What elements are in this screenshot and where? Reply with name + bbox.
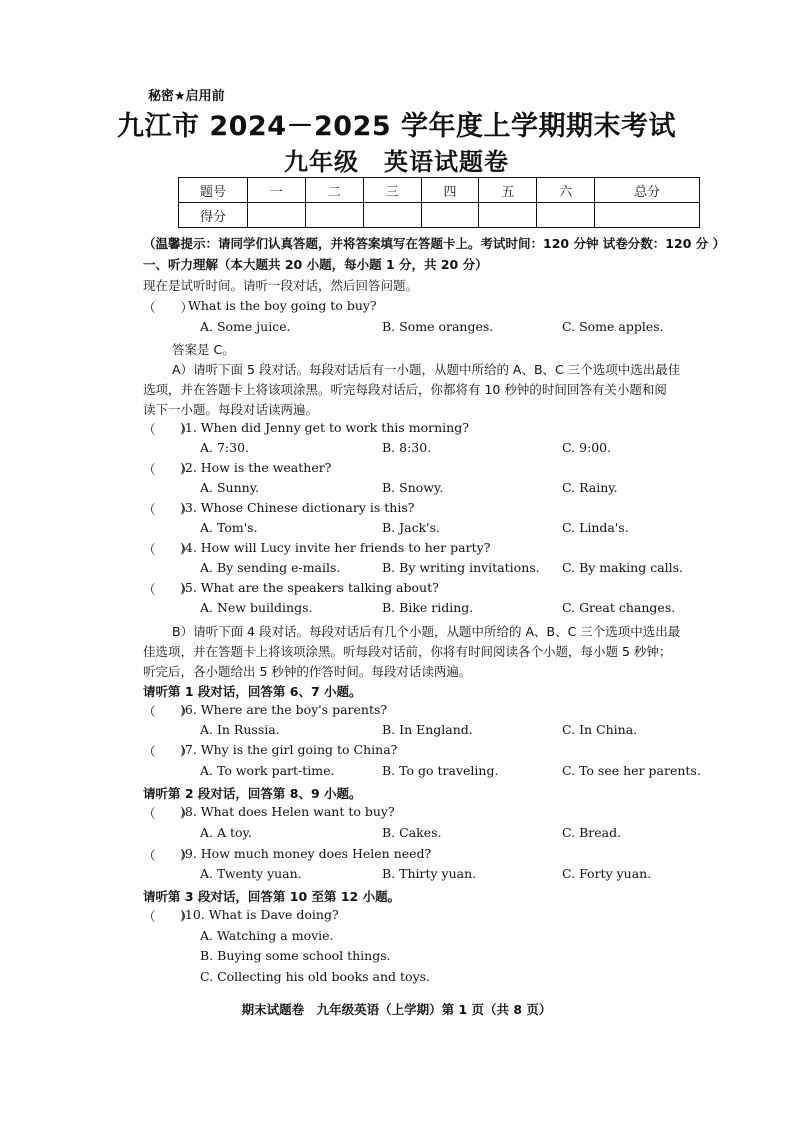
score-input-cell[interactable] (248, 203, 306, 228)
option-b: B. Jack's. (382, 520, 440, 535)
question-text: )10. What is Dave doing? (180, 907, 339, 922)
option-b: B. Bike riding. (382, 600, 474, 615)
score-input-cell[interactable] (595, 203, 700, 228)
option-b: B. In England. (382, 722, 473, 737)
part-b-instructions: 听完后，各小题给出 5 秒钟的作答时间。每段对话读两遍。 (143, 664, 472, 679)
option-a: A. In Russia. (200, 722, 280, 737)
option-a: A. To work part-time. (200, 763, 335, 778)
question-text: )3. Whose Chinese dictionary is this? (180, 500, 415, 515)
part-b-instructions: B）请听下面 4 段对话。每段对话后有几个小题，从题中所给的 A、B、C 三个选项中选出最 (172, 624, 681, 639)
score-cell: 总分 (595, 178, 700, 203)
answer-paren[interactable]: （ ） (143, 422, 194, 437)
part-b-instructions: 佳选项，并在答题卡上将该项涂黑。听每段对话前，你将有时间阅读各个小题，每小题 5 秒钟； (143, 644, 672, 659)
page-footer: 期末试题卷 九年级英语（上学期）第 1 页（共 8 页） (241, 1002, 552, 1017)
question-text: )8. What does Helen want to buy? (180, 804, 395, 819)
score-cell: 四 (421, 178, 479, 203)
part-a-instructions: 选项，并在答题卡上将该项涂黑。听完每段对话后，你都将有 10 秒钟的时间回答有关小题和阅 (143, 382, 667, 397)
option-b: B. Thirty yuan. (382, 866, 477, 881)
score-cell: 六 (537, 178, 595, 203)
option-b: B. Snowy. (382, 480, 444, 495)
answer-paren[interactable]: （ ） (143, 704, 194, 719)
option-c: C. 9:00. (562, 440, 612, 455)
dialogue-group-heading: 请听第 1 段对话，回答第 6、7 小题。 (143, 684, 362, 699)
answer-paren[interactable]: （ ） (143, 909, 194, 924)
option-c: C. To see her parents. (562, 763, 701, 778)
answer-paren[interactable]: （ ） (143, 848, 194, 863)
option-a: A. A toy. (200, 825, 252, 840)
dialogue-group-heading: 请听第 3 段对话，回答第 10 至第 12 小题。 (143, 889, 401, 904)
option-c: C. Linda's. (562, 520, 629, 535)
score-cell: 二 (305, 178, 363, 203)
question-text: )9. How much money does Helen need? (180, 846, 432, 861)
question-text: )5. What are the speakers talking about? (180, 580, 439, 595)
option-c: C. Rainy. (562, 480, 618, 495)
score-input-cell[interactable] (479, 203, 537, 228)
option-b: B. Some oranges. (382, 319, 494, 334)
score-table-score-row (179, 203, 700, 228)
exam-title: 九江市 2024－2025 学年度上学期期末考试 (116, 111, 677, 142)
trial-answer: 答案是 C。 (172, 342, 235, 357)
answer-paren[interactable]: （ ） (143, 300, 194, 315)
option-b: B. By writing invitations. (382, 560, 540, 575)
option-a: A. Some juice. (200, 319, 291, 334)
answer-paren[interactable]: （ ） (143, 462, 194, 477)
option-b: B. To go traveling. (382, 763, 499, 778)
dialogue-group-heading: 请听第 2 段对话，回答第 8、9 小题。 (143, 786, 362, 801)
option-a: A. New buildings. (200, 600, 313, 615)
score-input-cell[interactable] (537, 203, 595, 228)
option-a: A. 7:30. (200, 440, 250, 455)
question-text: What is the boy going to buy? (188, 298, 377, 313)
score-input-cell[interactable] (363, 203, 421, 228)
question-text: )6. Where are the boy's parents? (180, 702, 388, 717)
answer-paren[interactable]: （ ） (143, 806, 194, 821)
option-b: B. 8:30. (382, 440, 432, 455)
score-cell: 一 (248, 178, 306, 203)
answer-paren[interactable]: （ ） (143, 582, 194, 597)
option-c: C. Some apples. (562, 319, 664, 334)
option-c: C. Collecting his old books and toys. (200, 969, 431, 984)
option-c: C. Great changes. (562, 600, 676, 615)
option-b: B. Buying some school things. (200, 948, 391, 963)
answer-paren[interactable]: （ ） (143, 502, 194, 517)
trial-intro: 现在是试听时间。请听一段对话，然后回答问题。 (143, 278, 419, 293)
section-heading: 一、听力理解（本大题共 20 小题，每小题 1 分，共 20 分） (143, 257, 488, 272)
option-a: A. Sunny. (200, 480, 260, 495)
question-text: )4. How will Lucy invite her friends to her party? (180, 540, 491, 555)
exam-subtitle: 九年级 英语试题卷 (284, 148, 509, 176)
option-a: A. Twenty yuan. (200, 866, 302, 881)
option-c: C. Forty yuan. (562, 866, 652, 881)
option-a: A. Tom's. (200, 520, 258, 535)
part-a-instructions: 读下一小题。每段对话读两遍。 (143, 402, 319, 417)
answer-paren[interactable]: （ ） (143, 542, 194, 557)
option-c: C. In China. (562, 722, 638, 737)
question-text: )2. How is the weather? (180, 460, 332, 475)
question-text: )7. Why is the girl going to China? (180, 742, 398, 757)
score-cell: 五 (479, 178, 537, 203)
answer-paren[interactable]: （ ） (143, 744, 194, 759)
question-text: )1. When did Jenny get to work this morning? (180, 420, 469, 435)
option-c: C. Bread. (562, 825, 622, 840)
option-a: A. By sending e-mails. (200, 560, 341, 575)
score-input-cell[interactable] (305, 203, 363, 228)
score-cell: 三 (363, 178, 421, 203)
score-table-header-row (179, 178, 700, 203)
notice-text: （温馨提示：请同学们认真答题，并将答案填写在答题卡上。考试时间：120 分钟 试卷分数：120 分 ） (143, 236, 726, 251)
score-cell: 题号 (179, 178, 248, 203)
option-b: B. Cakes. (382, 825, 442, 840)
option-c: C. By making calls. (562, 560, 684, 575)
score-row-label: 得分 (179, 203, 248, 228)
part-a-instructions: A）请听下面 5 段对话。每段对话后有一小题，从题中所给的 A、B、C 三个选项中选出最佳 (172, 362, 681, 377)
score-table (178, 177, 700, 228)
confidential-label: 秘密★启用前 (148, 89, 225, 104)
score-input-cell[interactable] (421, 203, 479, 228)
option-a: A. Watching a movie. (200, 928, 334, 943)
